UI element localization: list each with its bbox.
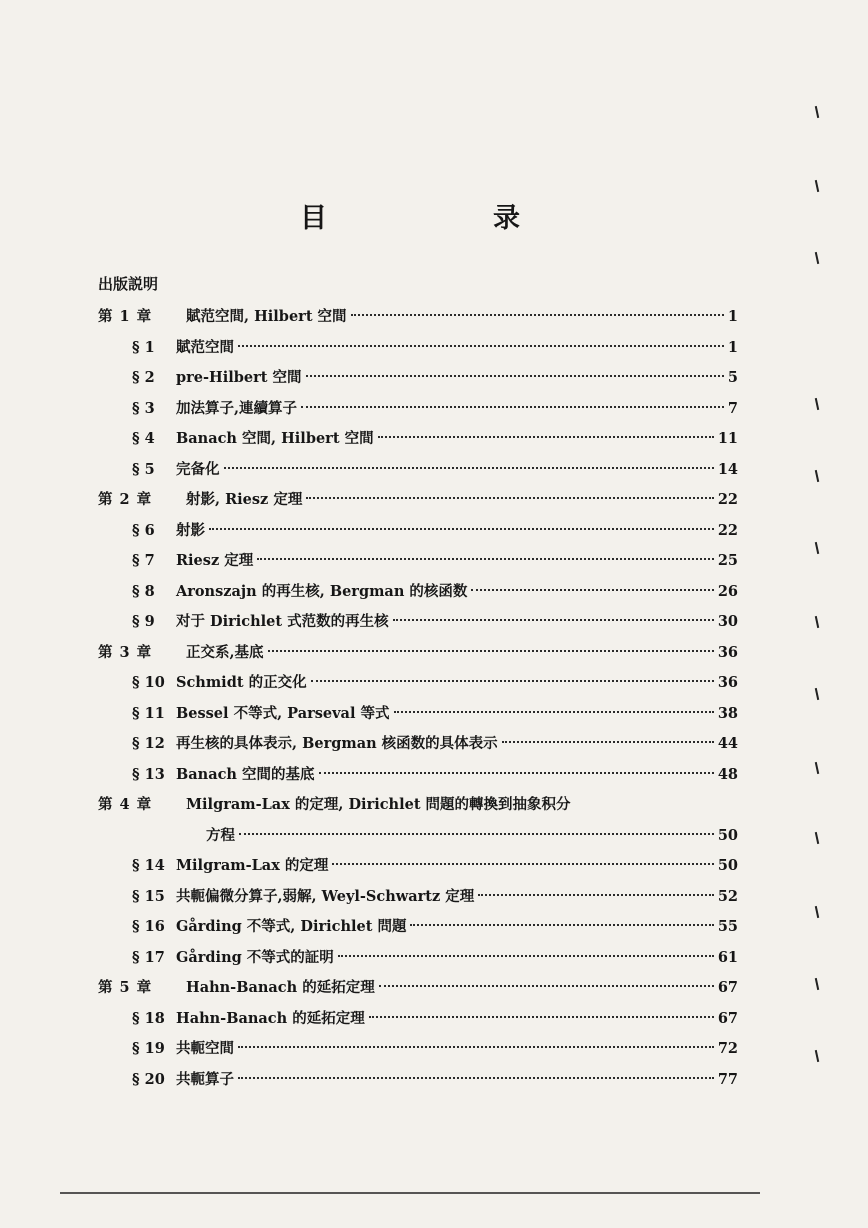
scan-mark (815, 906, 819, 918)
page-number: 44 (717, 735, 738, 752)
scan-mark (815, 762, 819, 774)
toc-chapter-row (98, 485, 738, 516)
section-number: § 11 (132, 704, 165, 722)
section-number: § 12 (132, 735, 165, 752)
toc-section-row (98, 668, 738, 699)
entry-title: Hahn-Banach 的延拓定理 (176, 1009, 365, 1027)
dot-leader (351, 314, 724, 316)
page-number: 55 (717, 918, 738, 935)
dot-leader (369, 1016, 714, 1018)
entry-title: 共軛算子 (176, 1070, 234, 1088)
page-number: 52 (717, 887, 738, 905)
section-number: § 18 (132, 1009, 165, 1027)
entry-title: Banach 空間的基底 (176, 765, 315, 783)
dot-leader (478, 894, 714, 896)
section-number: § 14 (132, 857, 165, 874)
toc-chapter-row (98, 790, 738, 821)
scan-mark (815, 616, 819, 628)
toc-section-row (98, 516, 738, 547)
entry-title: Gårding 不等式, Dirichlet 問題 (176, 918, 407, 935)
chapter-number: 第 4 章 (98, 796, 153, 813)
entry-title: 正交系,基底 (186, 643, 264, 661)
dot-leader (332, 863, 713, 865)
page-number: 1 (727, 338, 738, 356)
entry-title: Hahn-Banach 的延拓定理 (186, 979, 375, 996)
dot-leader (268, 650, 714, 652)
dot-leader (379, 985, 714, 987)
toc-preface: 出版説明 (98, 275, 159, 293)
page-number: 38 (717, 704, 738, 722)
section-number: § 13 (132, 765, 165, 783)
section-number: § 20 (132, 1070, 165, 1088)
section-number: § 2 (132, 369, 155, 386)
toc-section-row (98, 1004, 738, 1035)
page-number: 50 (717, 857, 738, 874)
page-title (300, 196, 520, 236)
dot-leader (257, 558, 714, 560)
entry-title: Milgram-Lax 的定理, Dirichlet 問題的轉換到抽象积分 (186, 796, 571, 813)
toc-section-row (98, 455, 738, 486)
section-number: § 8 (132, 582, 155, 600)
scan-mark (815, 398, 819, 410)
section-number: § 10 (132, 674, 165, 691)
entry-title: Milgram-Lax 的定理 (176, 857, 329, 874)
toc-chapter-row (98, 973, 738, 1004)
toc-section-row (98, 577, 738, 608)
dot-leader (502, 741, 714, 743)
title-char-1: 目 (300, 203, 327, 234)
dot-leader (224, 467, 714, 469)
entry-title: 完备化 (176, 460, 220, 478)
title-char-2: 录 (493, 203, 520, 234)
toc-section-row (98, 424, 738, 455)
section-number: § 19 (132, 1040, 165, 1057)
scan-mark (815, 252, 819, 264)
page-number: 1 (727, 308, 738, 325)
dot-leader (378, 436, 714, 438)
entry-title: Banach 空間, Hilbert 空間 (176, 430, 374, 447)
scan-mark (815, 106, 819, 118)
entry-title: 賦范空間, Hilbert 空間 (186, 308, 347, 325)
toc-section-row (98, 1065, 738, 1096)
entry-title: 加法算子,連續算子 (176, 399, 298, 417)
chapter-number: 第 1 章 (98, 308, 153, 325)
entry-title: Bessel 不等式, Parseval 等式 (176, 704, 390, 722)
entry-title: Schmidt 的正交化 (176, 674, 307, 691)
page-number: 5 (727, 369, 738, 386)
page-number: 50 (717, 826, 738, 844)
dot-leader (311, 680, 714, 682)
scan-mark (815, 180, 819, 192)
dot-leader (338, 955, 714, 957)
dot-leader (301, 406, 724, 408)
toc-continuation-row (98, 821, 738, 852)
page-number: 72 (717, 1040, 738, 1057)
toc-section-row (98, 729, 738, 760)
entry-title: pre-Hilbert 空間 (176, 369, 302, 386)
entry-title: 对于 Dirichlet 式范数的再生核 (176, 613, 389, 630)
page-number: 67 (717, 979, 738, 996)
chapter-number: 第 5 章 (98, 979, 153, 996)
toc-section-row (98, 851, 738, 882)
toc-section-row (98, 912, 738, 943)
entry-title: Aronszajn 的再生核, Bergman 的核函数 (176, 582, 468, 600)
scan-mark (815, 1050, 819, 1062)
section-number: § 3 (132, 399, 155, 417)
section-number: § 9 (132, 613, 155, 630)
dot-leader (306, 375, 724, 377)
dot-leader (238, 345, 724, 347)
section-number: § 1 (132, 338, 155, 356)
entry-title: 射影 (176, 521, 205, 539)
chapter-number: 第 3 章 (98, 643, 153, 661)
scan-mark (815, 832, 819, 844)
toc-chapter-row (98, 638, 738, 669)
section-number: § 7 (132, 552, 155, 569)
dot-leader (209, 528, 714, 530)
scan-mark (815, 978, 819, 990)
page-number: 48 (717, 765, 738, 783)
scan-mark (815, 688, 819, 700)
toc-section-row (98, 394, 738, 425)
page-number: 11 (717, 430, 738, 447)
section-number: § 15 (132, 887, 165, 905)
dot-leader (393, 619, 714, 621)
entry-title: Riesz 定理 (176, 552, 254, 569)
toc-section-row (98, 1034, 738, 1065)
entry-title: 共軛空間 (176, 1040, 234, 1057)
toc-section-row (98, 760, 738, 791)
section-number: § 16 (132, 918, 165, 935)
toc-section-row (98, 607, 738, 638)
page-number: 14 (717, 460, 738, 478)
entry-title: 賦范空間 (176, 338, 234, 356)
section-number: § 6 (132, 521, 155, 539)
page-number: 26 (717, 582, 738, 600)
page-number: 36 (717, 674, 738, 691)
entry-title: 射影, Riesz 定理 (186, 491, 303, 508)
dot-leader (238, 1046, 714, 1048)
scan-bottom-edge (60, 1192, 760, 1194)
toc-section-row (98, 882, 738, 913)
page-number: 30 (717, 613, 738, 630)
entry-title: 再生核的具体表示, Bergman 核函数的具体表示 (176, 735, 498, 752)
chapter-number: 第 2 章 (98, 491, 153, 508)
dot-leader (306, 497, 713, 499)
entry-title: Gårding 不等式的証明 (176, 948, 334, 966)
scan-mark (815, 542, 819, 554)
toc-section-row (98, 363, 738, 394)
toc-section-row (98, 699, 738, 730)
page-number: 22 (717, 521, 738, 539)
page-number: 22 (717, 491, 738, 508)
toc-section-row (98, 546, 738, 577)
page-number: 61 (717, 948, 738, 966)
table-of-contents (98, 266, 738, 1095)
scan-mark (815, 470, 819, 482)
section-number: § 17 (132, 948, 165, 966)
toc-section-row (98, 333, 738, 364)
dot-leader (471, 589, 713, 591)
page-number: 67 (717, 1009, 738, 1027)
dot-leader (410, 924, 713, 926)
section-number: § 5 (132, 460, 155, 478)
toc-rows (98, 302, 738, 1095)
page-number: 25 (717, 552, 738, 569)
section-number: § 4 (132, 430, 155, 447)
dot-leader (239, 833, 714, 835)
entry-title: 共軛偏微分算子,弱解, Weyl-Schwartz 定理 (176, 887, 475, 905)
dot-leader (319, 772, 714, 774)
entry-title: 方程 (206, 826, 235, 844)
toc-section-row (98, 943, 738, 974)
dot-leader (394, 711, 714, 713)
toc-chapter-row (98, 302, 738, 333)
page-number: 7 (727, 399, 738, 417)
page-number: 36 (717, 643, 738, 661)
dot-leader (238, 1077, 714, 1079)
page-number: 77 (717, 1070, 738, 1088)
